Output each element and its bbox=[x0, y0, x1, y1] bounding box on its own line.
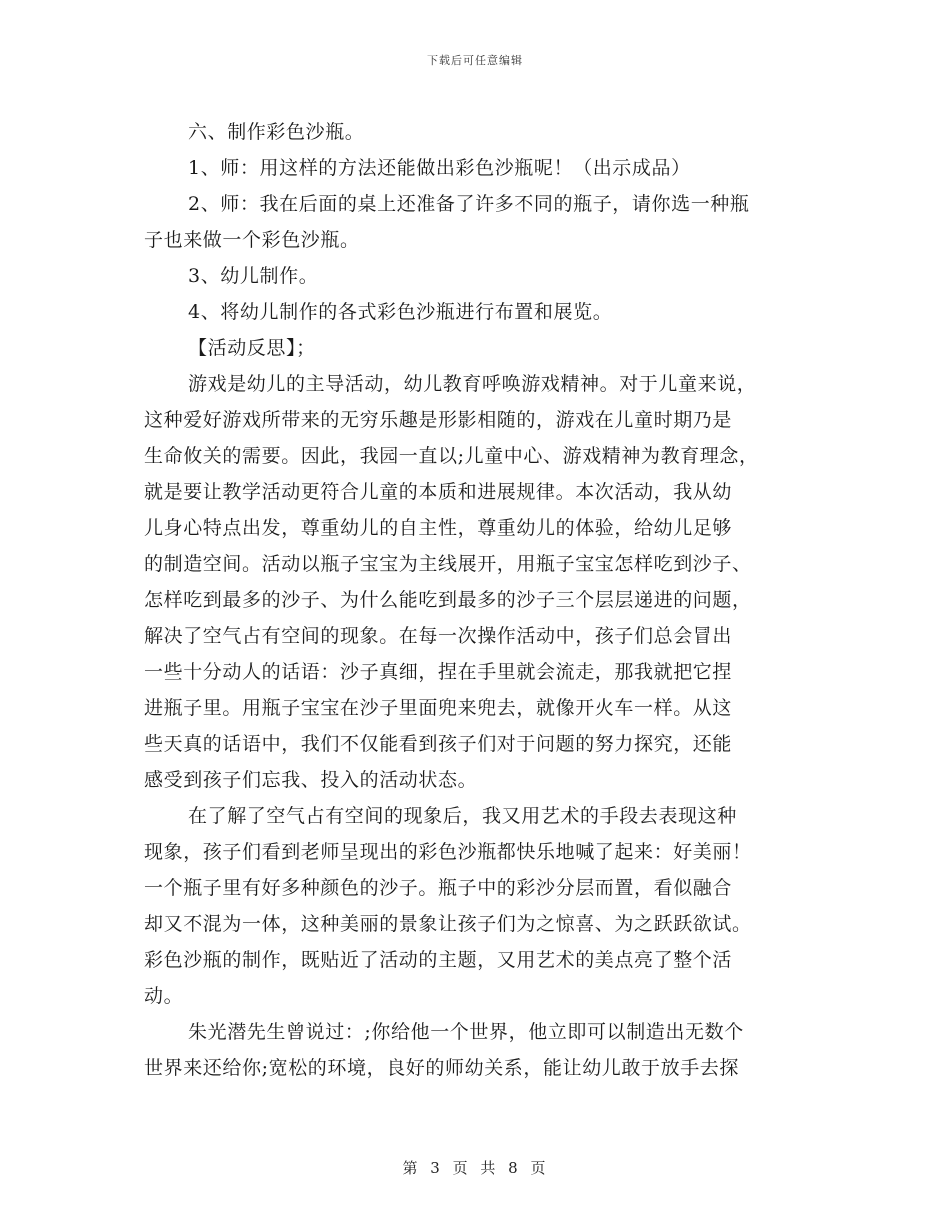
step-line: 3、幼儿制作。 bbox=[188, 265, 319, 287]
step-line-continued: 子也来做一个彩色沙瓶。 bbox=[144, 229, 360, 251]
paragraph-line: 一些十分动人的话语：沙子真细，捏在手里就会流走，那我就把它捏 bbox=[144, 661, 733, 683]
paragraph-line: 朱光潜先生曾说过：;你给他一个世界，他立即可以制造出无数个 bbox=[188, 1021, 744, 1043]
paragraph-line: 现象，孩子们看到老师呈现出的彩色沙瓶都快乐地喊了起来：好美丽！ bbox=[144, 841, 752, 863]
step-line: 4、将幼儿制作的各式彩色沙瓶进行布置和展览。 bbox=[188, 301, 613, 323]
paragraph-line: 儿身心特点出发，尊重幼儿的自主性，尊重幼儿的体验，给幼儿足够 bbox=[144, 517, 733, 539]
paragraph-line: 在了解了空气占有空间的现象后，我又用艺术的手段去表现这种 bbox=[188, 805, 737, 827]
paragraph-line: 的制造空间。活动以瓶子宝宝为主线展开，用瓶子宝宝怎样吃到沙子、 bbox=[144, 553, 752, 575]
paragraph-line: 动。 bbox=[144, 985, 184, 1007]
reflection-heading: 【活动反思】； bbox=[188, 337, 316, 359]
paragraph-line: 世界来还给你;宽松的环境，良好的师幼关系，能让幼儿敢于放手去探 bbox=[144, 1057, 740, 1079]
paragraph-line: 彩色沙瓶的制作，既贴近了活动的主题，又用艺术的美点亮了整个活 bbox=[144, 949, 733, 971]
paragraph-line: 感受到孩子们忘我、投入的活动状态。 bbox=[144, 769, 478, 791]
paragraph-line: 进瓶子里。用瓶子宝宝在沙子里面兜来兜去，就像开火车一样。从这 bbox=[144, 697, 733, 719]
section-heading: 六、制作彩色沙瓶。 bbox=[188, 121, 365, 143]
paragraph-line: 一个瓶子里有好多种颜色的沙子。瓶子中的彩沙分层而置，看似融合 bbox=[144, 877, 733, 899]
step-line: 1、师：用这样的方法还能做出彩色沙瓶呢！（出示成品） bbox=[188, 157, 691, 179]
paragraph-line: 解决了空气占有空间的现象。在每一次操作活动中，孩子们总会冒出 bbox=[144, 625, 733, 647]
step-line: 2、师：我在后面的桌上还准备了许多不同的瓶子，请你选一种瓶 bbox=[188, 193, 750, 215]
paragraph-line: 这种爱好游戏所带来的无穷乐趣是形影相随的，游戏在儿童时期乃是 bbox=[144, 409, 733, 431]
paragraph-line: 些天真的话语中，我们不仅能看到孩子们对于问题的努力探究，还能 bbox=[144, 733, 733, 755]
paragraph-line: 却又不混为一体，这种美丽的景象让孩子们为之惊喜、为之跃跃欲试。 bbox=[144, 913, 752, 935]
paragraph-line: 就是要让教学活动更符合儿童的本质和进展规律。本次活动，我从幼 bbox=[144, 481, 733, 503]
paragraph-line: 游戏是幼儿的主导活动，幼儿教育呼唤游戏精神。对于儿童来说， bbox=[188, 373, 757, 395]
paragraph-line: 生命攸关的需要。因此，我园一直以;儿童中心、游戏精神为教育理念， bbox=[144, 445, 759, 467]
document-body bbox=[144, 114, 809, 1086]
page-number: 第 3 页 共 8 页 bbox=[402, 1159, 548, 1177]
paragraph-line: 怎样吃到最多的沙子、为什么能吃到最多的沙子三个层层递进的问题， bbox=[144, 589, 752, 611]
page-header-note: 下载后可任意编辑 bbox=[427, 54, 523, 67]
